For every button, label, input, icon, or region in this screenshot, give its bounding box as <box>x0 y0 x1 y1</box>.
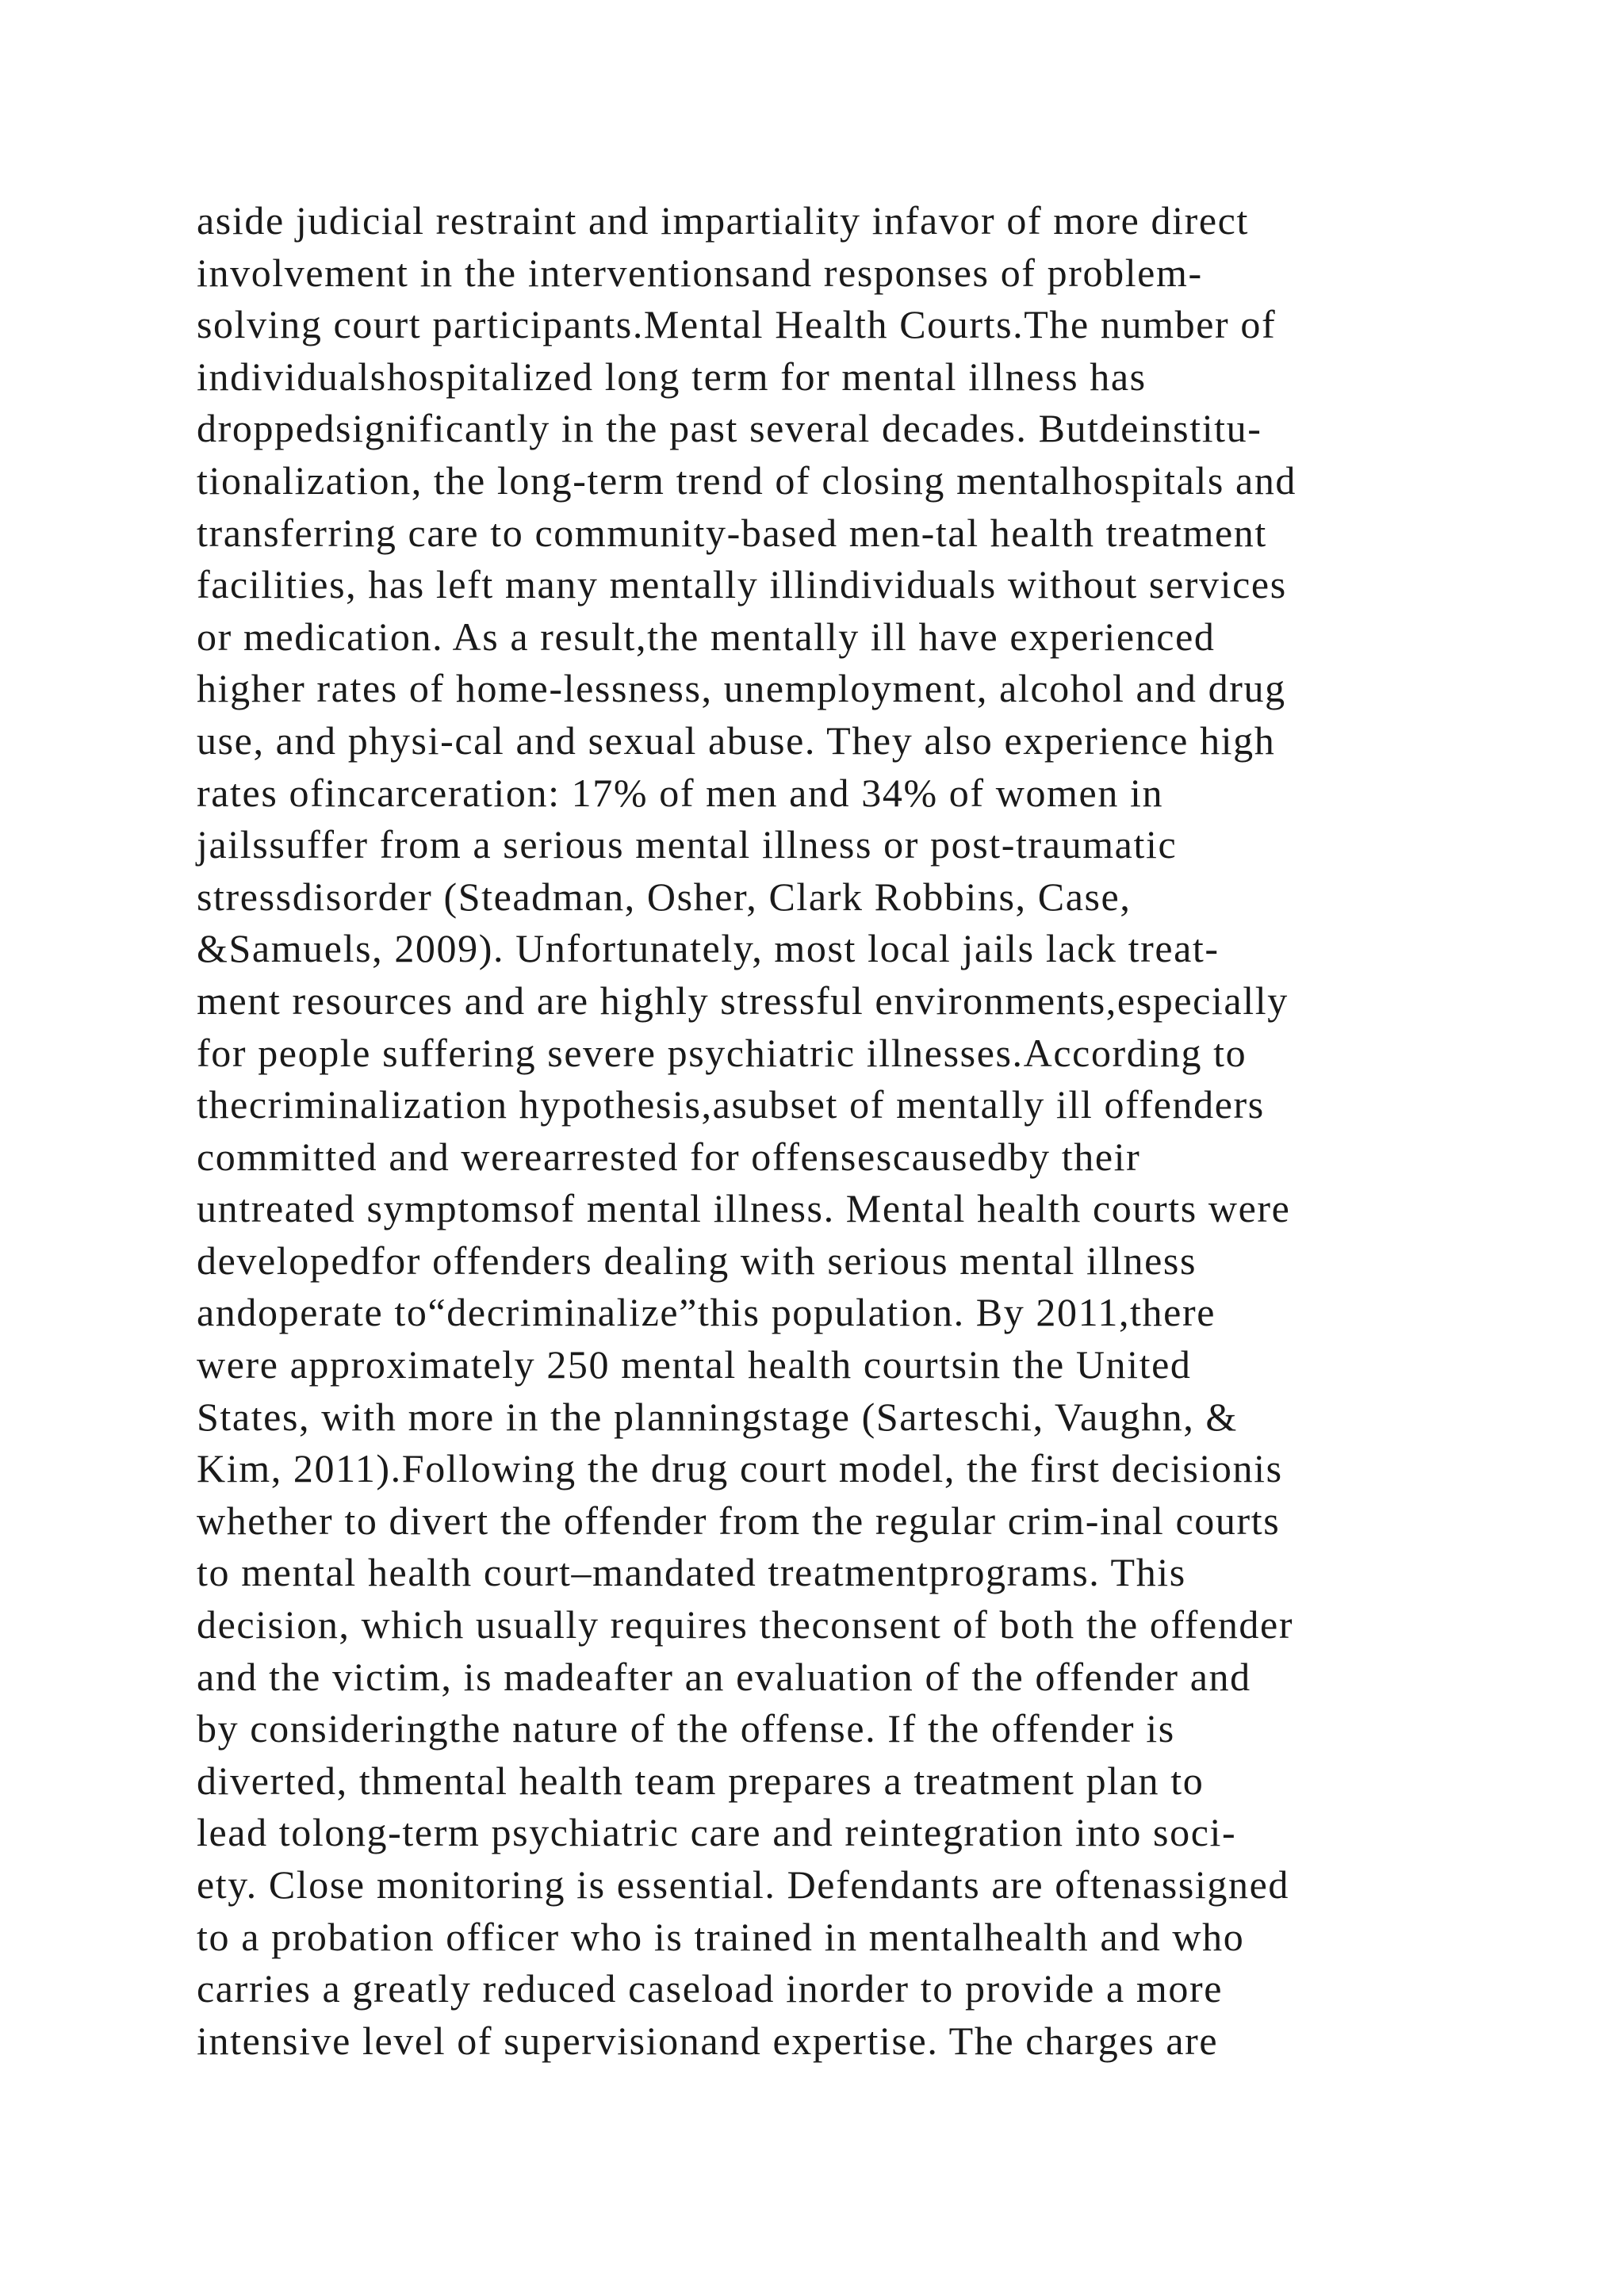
text-line: or medication. As a result,the mentally ill have experienced <box>197 614 1216 659</box>
text-line: higher rates of home-lessness, unemployment, alcohol and drug <box>197 666 1286 711</box>
text-line: use, and physi-cal and sexual abuse. They also experience high <box>197 718 1276 763</box>
text-line: carries a greatly reduced caseload inorder to provide a more <box>197 1966 1224 2011</box>
text-line: ment resources and are highly stressful environments,especially <box>197 978 1289 1023</box>
text-line: intensive level of supervisionand expertise. The charges are <box>197 2018 1219 2063</box>
text-line: to mental health court–mandated treatmentprograms. This <box>197 1550 1186 1595</box>
text-line: lead tolong-term psychiatric care and reintegration into soci- <box>197 1810 1237 1855</box>
text-line: untreated symptomsof mental illness. Mental health courts were <box>197 1186 1291 1231</box>
text-line: droppedsignificantly in the past several decades. Butdeinstitu- <box>197 406 1262 451</box>
text-line: tionalization, the long-term trend of closing mentalhospitals and <box>197 457 1297 503</box>
text-line: committed and werearrested for offensescausedby their <box>197 1134 1141 1179</box>
text-line: rates ofincarceration: 17% of men and 34% of women in <box>197 770 1164 815</box>
text-line: jailssuffer from a serious mental illness or post-traumatic <box>197 822 1178 867</box>
text-line: andoperate to“decriminalize”this population. By 2011,there <box>197 1290 1216 1335</box>
text-line: involvement in the interventionsand responses of problem- <box>197 250 1203 295</box>
body-text <box>197 195 1481 2067</box>
text-line: for people suffering severe psychiatric illnesses.According to <box>197 1030 1247 1075</box>
text-line: decision, which usually requires theconsent of both the offender <box>197 1602 1294 1647</box>
text-line: whether to divert the offender from the regular crim-inal courts <box>197 1498 1281 1543</box>
text-line: ety. Close monitoring is essential. Defendants are oftenassigned <box>197 1862 1290 1907</box>
text-line: by consideringthe nature of the offense. If the offender is <box>197 1706 1175 1751</box>
text-line: States, with more in the planningstage (Sarteschi, Vaughn, & <box>197 1394 1238 1439</box>
text-line: individualshospitalized long term for mental illness has <box>197 354 1147 399</box>
text-line: were approximately 250 mental health courtsin the United <box>197 1342 1192 1387</box>
text-line: thecriminalization hypothesis,asubset of mentally ill offenders <box>197 1082 1265 1127</box>
text-line: &Samuels, 2009). Unfortunately, most local jails lack treat- <box>197 926 1220 971</box>
text-line: transferring care to community-based men-tal health treatment <box>197 510 1267 555</box>
text-line: and the victim, is madeafter an evaluation of the offender and <box>197 1654 1251 1699</box>
text-line: aside judicial restraint and impartiality infavor of more direct <box>197 198 1249 243</box>
text-line: stressdisorder (Steadman, Osher, Clark Robbins, Case, <box>197 874 1132 919</box>
text-line: facilities, has left many mentally illindividuals without services <box>197 562 1287 607</box>
text-line: solving court participants.Mental Health Courts.The number of <box>197 302 1277 347</box>
text-line: Kim, 2011).Following the drug court model, the first decisionis <box>197 1446 1283 1491</box>
text-line: developedfor offenders dealing with serious mental illness <box>197 1238 1197 1283</box>
text-line: diverted, thmental health team prepares a treatment plan to <box>197 1758 1205 1803</box>
text-line: to a probation officer who is trained in mentalhealth and who <box>197 1914 1245 1959</box>
